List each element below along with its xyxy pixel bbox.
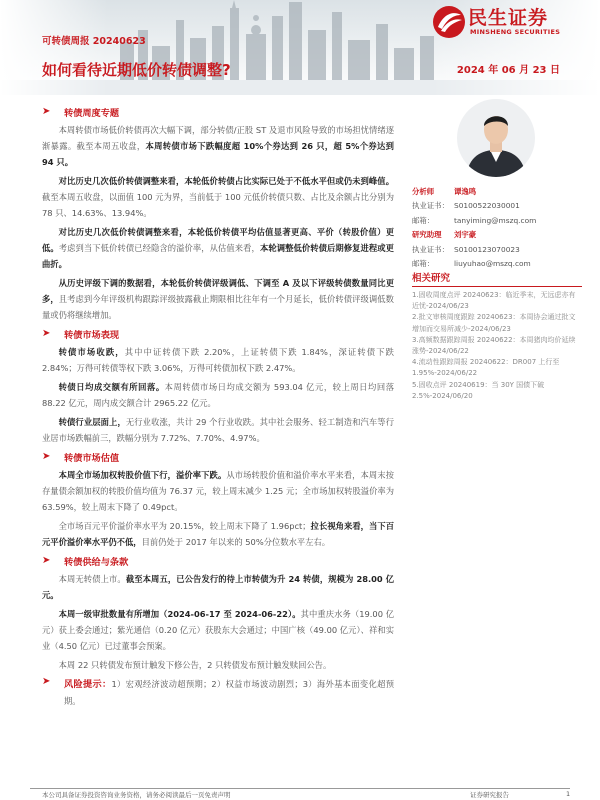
related-research-item[interactable]: 1.固收周度点评 20240623：临近季末，无远虑亦有近忧-2024/06/23 — [412, 291, 576, 311]
risk-notice — [42, 676, 394, 709]
analyst-name: 刘宇豪 — [454, 230, 477, 240]
paragraph — [42, 224, 394, 272]
body-text: 考虑到当下低价转债已经隐含的溢价率，从估值来看， — [58, 243, 260, 253]
footer-disclaimer: 本公司具备证券投资咨询业务资格，请务必阅读最后一页免责声明 — [42, 791, 231, 799]
analyst-info — [412, 184, 582, 271]
analyst-photo — [456, 98, 536, 178]
risk-text: 1）宏观经济波动超预期；2）权益市场波动剧烈；3）海外基本面变化超预期。 — [64, 679, 394, 706]
related-research-item[interactable]: 2.批文审核周度跟踪 20240623：本周协会通过批文增加而交易所减少-2024/06/23 — [412, 313, 576, 333]
analyst-detail-key: 执业证书： — [412, 201, 449, 211]
report-title: 如何看待近期低价转债调整? — [42, 61, 231, 79]
analyst-role: 分析师 — [412, 186, 435, 196]
analyst-name-row — [412, 184, 582, 199]
chevron-right-icon: ➤ — [42, 555, 51, 566]
analyst-detail-row — [412, 199, 582, 214]
paragraph — [42, 122, 394, 170]
body-text: 本周转债市场日均成交额为 593.04 亿元，较上周日均回落 88.22 亿元，周内成交额合计 2965.22 亿元。 — [42, 382, 394, 408]
company-logo — [432, 3, 592, 41]
bold-text: 拉长视角来看，当下百元平价溢价率水平仍不低， — [42, 521, 394, 547]
footer-divider — [30, 788, 570, 789]
section-title: 转债周度专题 — [64, 107, 120, 119]
body-text: 本周 22 只转债发布预计触发下修公告，2 只转债发布预计触发赎回公告。 — [58, 660, 332, 670]
related-research-item[interactable]: 3.高频数据跟踪周报 20240622：本周猪肉均价延续涨势-2024/06/22 — [412, 335, 576, 356]
logo-mark-icon — [432, 5, 466, 39]
analyst-detail-key: 邮箱： — [412, 259, 435, 269]
risk-label: 风险提示： — [64, 679, 112, 690]
section-heading — [42, 553, 394, 568]
paragraph — [42, 344, 394, 376]
section-heading — [42, 449, 394, 464]
body-text: 全市场百元平价溢价率水平为 20.15%，较上周末下降了 1.96pct； — [58, 521, 311, 531]
logo-chinese-text: 民生证券 — [468, 7, 549, 29]
paragraph — [42, 518, 394, 550]
bold-text: 本周转债市场下跌幅度超 10%个券达到 26 只，超 5%个券达到 94 只。 — [42, 141, 394, 167]
related-research-title: 相关研究 — [412, 270, 582, 287]
section-heading — [42, 326, 394, 341]
paragraph — [42, 379, 394, 411]
analyst-name: 谭逸鸣 — [454, 186, 477, 196]
body-text: 且考虑到今年评级机构跟踪评级披露截止期限相比往年有一个月延长，低价转债评级调低数量或仍将继续增加。 — [42, 294, 394, 320]
report-series-label: 可转债周报 20240623 — [42, 36, 146, 47]
analyst-name-row — [412, 228, 582, 243]
section-title: 转债市场表现 — [64, 329, 120, 341]
chevron-right-icon: ➤ — [42, 328, 51, 339]
body-text: 其中重庆水务（19.00 亿元）获上委会通过；紫光通信（0.20 亿元）获股东大会通过；中国广核（49.00 亿元）、祥和实业（4.50 亿元）已过董事会预案。 — [42, 609, 394, 651]
bold-text: 本轮调整低价转债后期修复进程或更曲折。 — [42, 243, 394, 269]
body-text: 本周转债市场低价转债再次大幅下调，部分转债/正股 ST 及退市风险导致的市场担忧情绪逐渐暴露。截至本周五收盘， — [42, 125, 394, 151]
analyst-detail-value: S0100123070023 — [454, 244, 520, 254]
related-research-item[interactable]: 4.流动性跟踪周报 20240622：DR007 上行至 1.95%-2024/06/22 — [412, 358, 560, 378]
page-number: 1 — [566, 790, 571, 798]
chevron-right-icon: ➤ — [42, 676, 51, 687]
analyst-detail-key: 邮箱： — [412, 215, 435, 225]
bold-text: 转债市场收跌， — [58, 347, 125, 357]
analyst-role: 研究助理 — [412, 230, 442, 240]
analyst-detail-row — [412, 257, 582, 272]
report-date: 2024 年 06 月 23 日 — [456, 65, 560, 76]
paragraph — [42, 467, 394, 515]
body-text: 本周无转债上市。 — [58, 574, 126, 584]
related-research-item[interactable]: 5.固收点评 20240619：当 30Y 国债下破 2.5%-2024/06/20 — [412, 380, 545, 400]
bold-text: 从历史评级下调的数据看，本轮低价转债评级调低、下调至 A 及以下评级转债数量同比更多， — [42, 278, 394, 304]
analyst-detail-value: S0100522030001 — [454, 201, 520, 211]
bold-text: 截至本周五，已公告发行的待上市转债为升 24 转债，规模为 28.00 亿元。 — [42, 574, 394, 600]
footer-report-type: 证券研究报告 — [470, 791, 509, 799]
analyst-detail-row — [412, 213, 582, 228]
report-body — [42, 103, 394, 712]
chevron-right-icon: ➤ — [42, 451, 51, 462]
paragraph — [42, 173, 394, 221]
bold-text: 转债行业层面上， — [58, 417, 126, 427]
paragraph — [42, 571, 394, 603]
body-text: 从市场转股价值和溢价率水平来看，本周末按存量债余额加权的转股价值均值为 76.37 元，较上周末减少 1.25 元；全市场加权转股溢价率为 63.59%，较上周末下降了 0.49pct。 — [42, 470, 394, 512]
body-text: 截至本周五收盘，以面值 100 元为界，当前低于 100 元低价转债只数、占比及余额占比分别为 78 只、14.63%、13.94%。 — [42, 192, 394, 218]
section-title: 转债供给与条款 — [64, 556, 129, 568]
logo-english-text: MINSHENG SECURITIES — [470, 28, 561, 36]
body-text: 无行业收涨，共计 29 个行业收跌。其中社会服务、轻工制造和汽车等行业居市场跌幅前三，跌幅分别为 7.72%、7.70%、4.97%。 — [42, 417, 394, 443]
bold-text: 本周一级审批数量有所增加（2024-06-17 至 2024-06-22）。 — [58, 609, 301, 619]
chevron-right-icon: ➤ — [42, 106, 51, 117]
bold-text: 对比历史几次低价转债调整来看，本轮低价转债占比实际已处于不低水平但或仍未到峰值。 — [58, 176, 394, 186]
paragraph — [42, 414, 394, 446]
body-text: 其中中证转债下跌 2.20%，上证转债下跌 1.84%，深证转债下跌 2.84%；万得可转债等权下跌 3.06%，万得可转债加权下跌 2.47%。 — [42, 347, 394, 373]
bold-text: 对比历史几次低价转债调整来看，本轮低价转债平均估值显著更高、平价（转股价值）更低。 — [42, 227, 394, 253]
related-research-list — [412, 290, 582, 402]
analyst-detail-value: tanyiming@mszq.com — [454, 215, 537, 225]
analyst-detail-value: liuyuhao@mszq.com — [454, 259, 531, 269]
paragraph — [42, 275, 394, 323]
paragraph — [42, 657, 394, 673]
analyst-detail-key: 执业证书： — [412, 244, 449, 254]
body-text: 目前仍处于 2017 年以来的 50%分位数水平左右。 — [141, 537, 331, 547]
section-title: 转债市场估值 — [64, 452, 120, 464]
risk-text-block — [64, 676, 394, 709]
bold-text: 本周全市场加权转股价值下行，溢价率下跌。 — [58, 470, 227, 480]
paragraph — [42, 606, 394, 654]
report-header — [0, 0, 600, 95]
bold-text: 转债日均成交额有所回落。 — [58, 382, 165, 392]
section-heading — [42, 104, 394, 119]
analyst-detail-row — [412, 242, 582, 257]
